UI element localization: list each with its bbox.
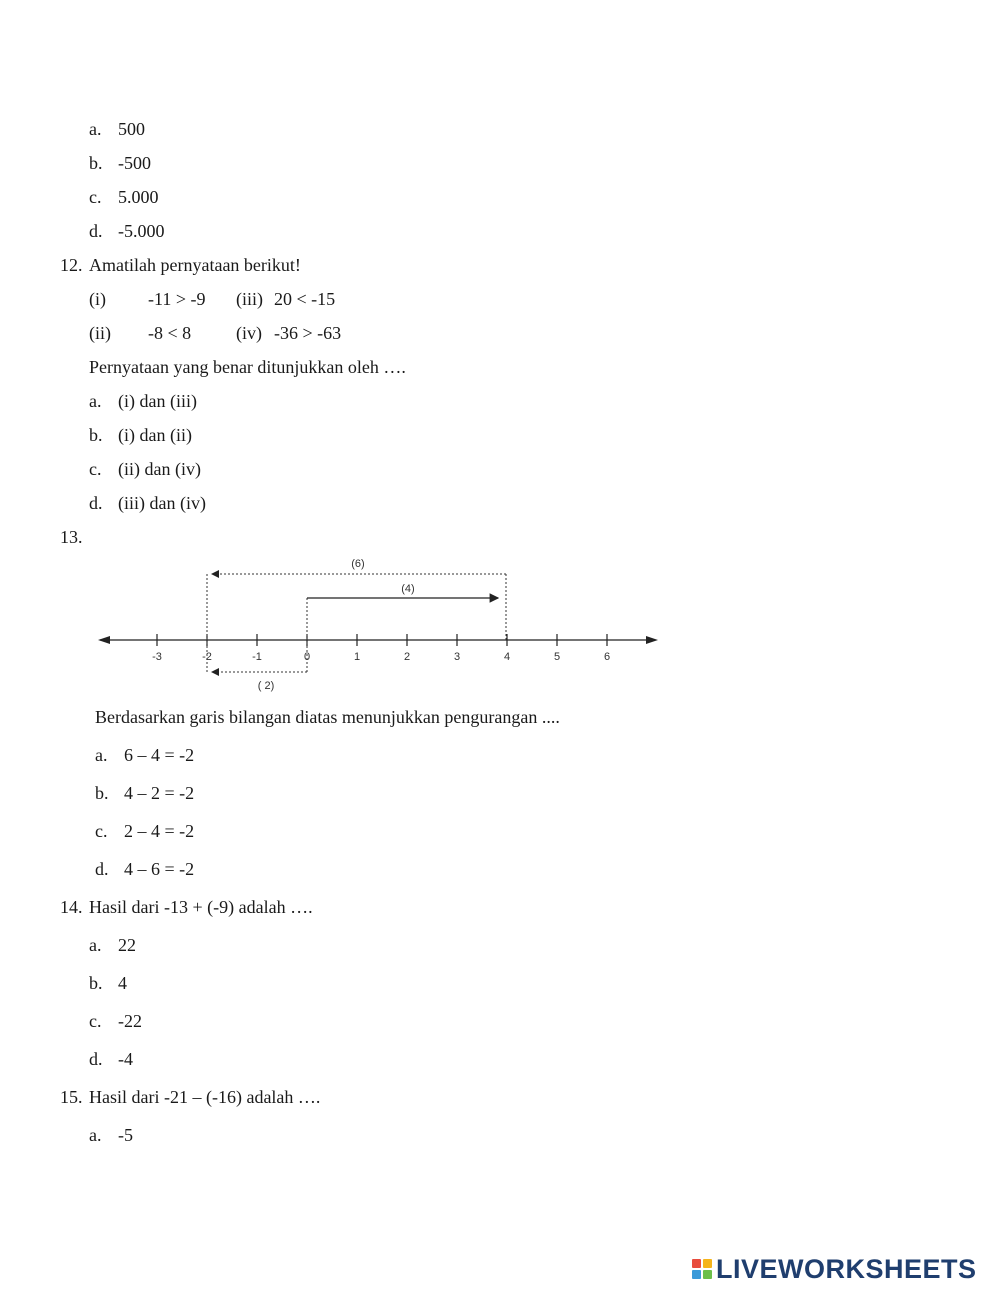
option-text: 2 – 4 = -2 bbox=[124, 821, 195, 841]
q13-prompt: Berdasarkan garis bilangan diatas menunjukkan pengurangan .... bbox=[95, 707, 560, 727]
tick-label: 0 bbox=[303, 651, 311, 663]
option-letter: b. bbox=[89, 425, 103, 445]
axis-arrow-right-icon bbox=[646, 636, 658, 644]
option-text: 4 bbox=[118, 973, 127, 993]
q12-statement-expr: -11 > -9 bbox=[148, 289, 206, 309]
q12-statement-expr: -8 < 8 bbox=[148, 323, 192, 343]
q12-prompt: Pernyataan yang benar ditunjukkan oleh …. bbox=[89, 357, 406, 377]
option-text: 4 – 2 = -2 bbox=[124, 783, 195, 803]
q12-statement-label: (iii) bbox=[236, 289, 263, 309]
q12-statement-expr: 20 < -15 bbox=[274, 289, 336, 309]
liveworksheets-logo[interactable] bbox=[692, 1252, 977, 1286]
q14-number: 14. bbox=[60, 897, 83, 917]
logo-text: LIVEWORKSHEETS bbox=[716, 1253, 977, 1284]
q15-stem: Hasil dari -21 – (-16) adalah …. bbox=[89, 1087, 321, 1107]
option-letter: b. bbox=[89, 153, 103, 173]
label-four: (4) bbox=[401, 583, 415, 595]
q12-statement-label: (iv) bbox=[236, 323, 262, 343]
option-text: 500 bbox=[118, 119, 145, 139]
option-text: -5 bbox=[118, 1125, 133, 1145]
logo-square-red bbox=[692, 1259, 701, 1268]
option-letter: a. bbox=[89, 935, 102, 955]
option-letter: c. bbox=[95, 821, 108, 841]
option-letter: a. bbox=[89, 119, 102, 139]
option-text: -5.000 bbox=[118, 221, 165, 241]
option-text: (i) dan (iii) bbox=[118, 391, 197, 411]
q12-number: 12. bbox=[60, 255, 83, 275]
axis-arrow-left-icon bbox=[98, 636, 110, 644]
option-letter: a. bbox=[89, 391, 102, 411]
option-letter: d. bbox=[89, 221, 103, 241]
logo-square-blue bbox=[692, 1270, 701, 1279]
tick-label: -3 bbox=[152, 651, 162, 663]
option-letter: d. bbox=[95, 859, 109, 879]
tick-label: 2 bbox=[403, 651, 411, 663]
tick-label: 3 bbox=[453, 651, 461, 663]
option-text: -22 bbox=[118, 1011, 142, 1031]
option-letter: b. bbox=[95, 783, 109, 803]
q14-stem: Hasil dari -13 + (-9) adalah …. bbox=[89, 897, 313, 917]
tick-label: 6 bbox=[603, 651, 611, 663]
q15-number: 15. bbox=[60, 1087, 83, 1107]
option-text: 5.000 bbox=[118, 187, 159, 207]
option-text: 6 – 4 = -2 bbox=[124, 745, 195, 765]
q12-statement-label: (i) bbox=[89, 289, 106, 309]
logo-mark-icon bbox=[692, 1259, 712, 1279]
option-letter: c. bbox=[89, 459, 102, 479]
option-letter: c. bbox=[89, 1011, 102, 1031]
label-six: (6) bbox=[351, 558, 365, 570]
q12-statement-expr: -36 > -63 bbox=[274, 323, 342, 343]
tick-label: 1 bbox=[353, 651, 361, 663]
option-letter: b. bbox=[89, 973, 103, 993]
option-text: 22 bbox=[118, 935, 136, 955]
option-text: (iii) dan (iv) bbox=[118, 493, 206, 513]
q12-statement-label: (ii) bbox=[89, 323, 111, 343]
number-line-figure bbox=[90, 552, 670, 697]
option-text: -4 bbox=[118, 1049, 133, 1069]
tick-label: 5 bbox=[553, 651, 561, 663]
option-text: -500 bbox=[118, 153, 151, 173]
option-letter: d. bbox=[89, 493, 103, 513]
option-text: (i) dan (ii) bbox=[118, 425, 192, 445]
option-letter: a. bbox=[89, 1125, 102, 1145]
q13-number: 13. bbox=[60, 527, 83, 547]
tick-label: -2 bbox=[202, 651, 212, 663]
option-letter: d. bbox=[89, 1049, 103, 1069]
logo-square-green bbox=[703, 1270, 712, 1279]
option-letter: c. bbox=[89, 187, 102, 207]
label-two: ( 2) bbox=[257, 680, 275, 692]
tick-label: 4 bbox=[503, 651, 511, 663]
logo-square-yellow bbox=[703, 1259, 712, 1268]
option-text: (ii) dan (iv) bbox=[118, 459, 201, 479]
option-letter: a. bbox=[95, 745, 108, 765]
q12-stem: Amatilah pernyataan berikut! bbox=[89, 255, 301, 275]
tick-label: -1 bbox=[252, 651, 262, 663]
option-text: 4 – 6 = -2 bbox=[124, 859, 195, 879]
